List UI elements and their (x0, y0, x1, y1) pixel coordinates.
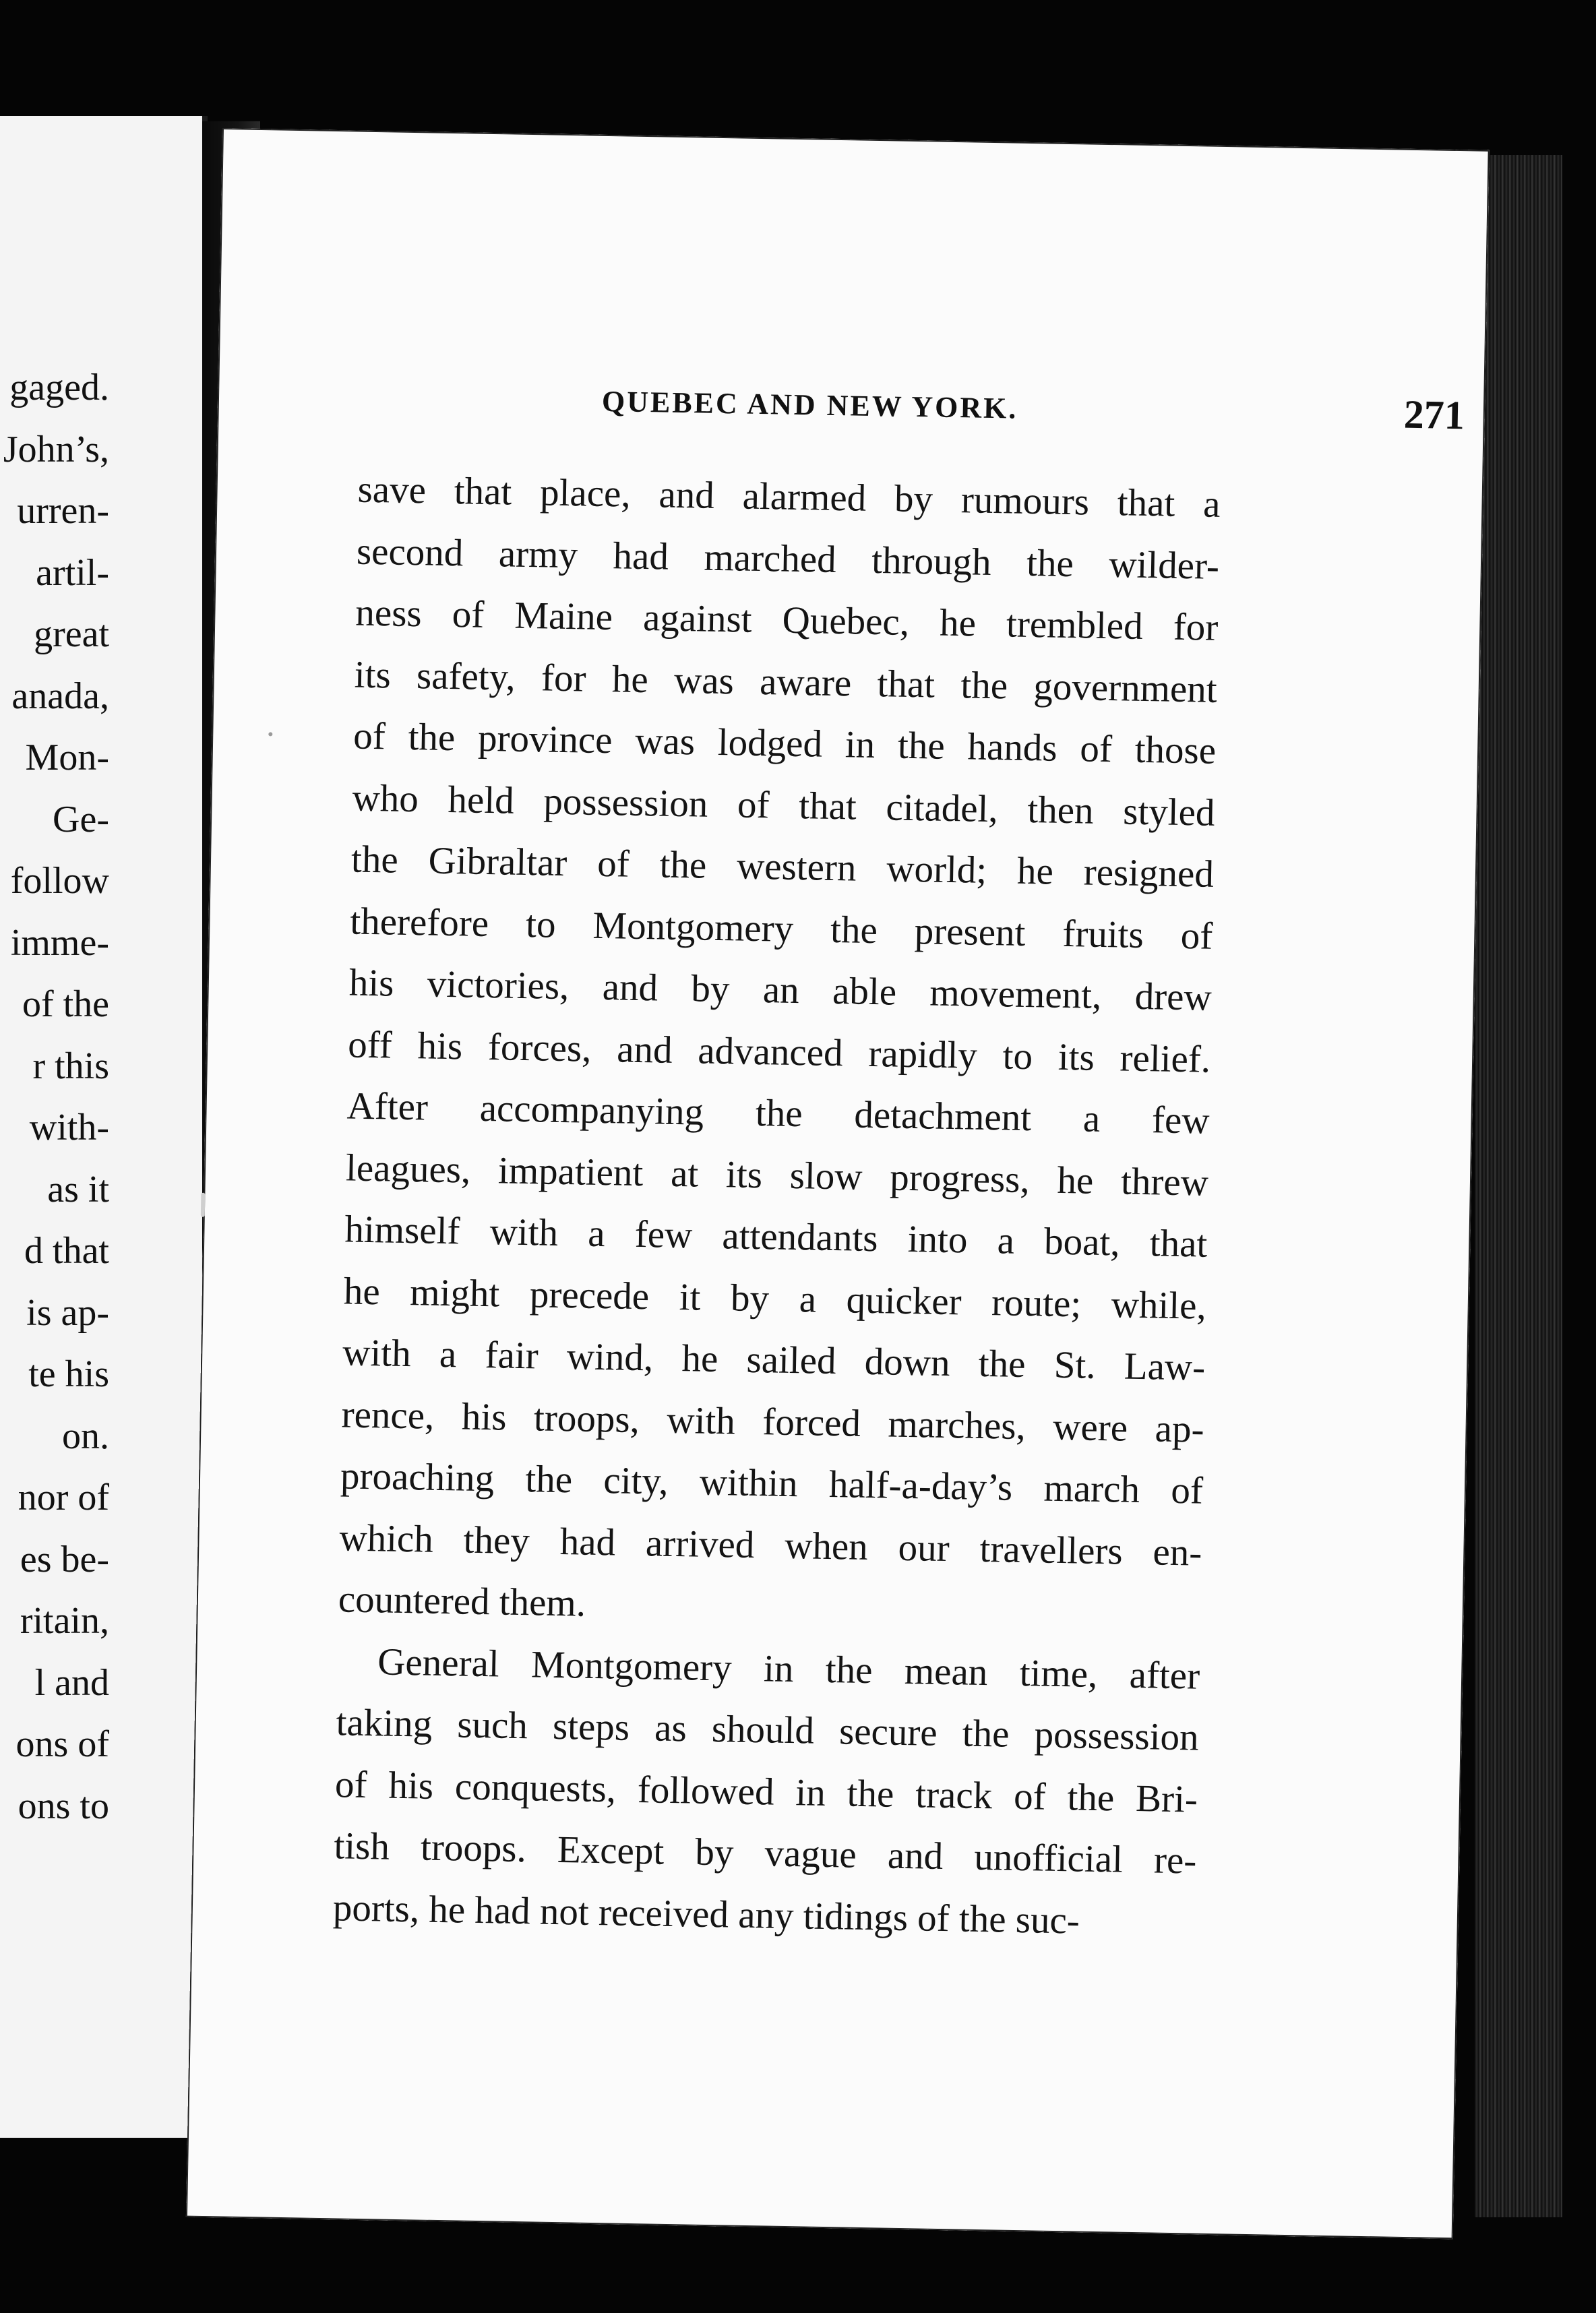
page-edge-stack (1475, 155, 1562, 2217)
previous-page-line: on. (62, 1415, 109, 1457)
previous-page-line: John’s, (3, 428, 109, 470)
previous-page-line: urren- (17, 490, 109, 532)
paragraph-1-line: second army had marched through the wilder- (356, 530, 1220, 588)
previous-page-line: of the (22, 983, 109, 1025)
previous-page-line: artil- (36, 551, 109, 594)
paragraph-1-line: save that place, and alarmed by rumours that a (357, 468, 1221, 526)
previous-page-line: d that (24, 1230, 109, 1272)
paragraph-1-line: of the province was lodged in the hands of those (352, 714, 1217, 772)
paragraph-2-line: taking such steps as should secure the possession (336, 1701, 1200, 1759)
previous-page-line: is ap- (26, 1291, 109, 1334)
running-head (601, 377, 1465, 446)
previous-page-line: with- (29, 1107, 109, 1148)
paragraph-1-line: with a fair wind, he sailed down the St. Law- (342, 1331, 1206, 1389)
previous-page-line: te his (28, 1353, 109, 1395)
paragraph-2-line: of his conquests, followed in the track of the Bri- (334, 1762, 1198, 1821)
paragraph-1-line: proaching the city, within half-a-day’s march of (340, 1454, 1204, 1512)
previous-page-line: ons to (18, 1785, 109, 1827)
paragraph-1-line: he might precede it by a quicker route; while, (343, 1269, 1207, 1328)
paragraph-1-line: who held possession of that citadel, then styled (352, 776, 1216, 834)
dust-speck (268, 732, 272, 736)
previous-page-line: as it (47, 1168, 109, 1210)
gutter-mark (201, 1193, 206, 1217)
paragraph-1-line: which they had arrived when our travellers en- (338, 1516, 1202, 1574)
previous-page (0, 116, 208, 2138)
previous-page-line: es be- (20, 1538, 109, 1580)
paragraph-1-line: ness of Maine against Quebec, he trembled for (355, 591, 1219, 649)
previous-page-line: ritain, (20, 1600, 109, 1642)
previous-page-line: anada, (11, 675, 109, 717)
previous-page-line: nor of (18, 1477, 109, 1518)
paragraph-1-line: the Gibraltar of the western world; he resigned (350, 838, 1215, 896)
paragraph-1-line: its safety, for he was aware that the government (354, 653, 1218, 711)
current-page (186, 128, 1490, 2239)
previous-page-line: follow (10, 860, 109, 902)
previous-page-line: l and (34, 1661, 109, 1704)
previous-page-line: Ge- (53, 798, 109, 840)
paragraph-2-line: General Montgomery in the mean time, after (377, 1640, 1200, 1698)
previous-page-line: imme- (10, 921, 109, 964)
running-head-title: QUEBEC AND NEW YORK. (601, 384, 1018, 425)
previous-page-line: gaged. (9, 367, 109, 408)
page-number: 271 (1403, 392, 1465, 438)
paragraph-1-line: After accompanying the detachment a few (346, 1084, 1210, 1142)
previous-page-line: great (34, 613, 109, 655)
paragraph-1-line: off his forces, and advanced rapidly to its relief. (347, 1022, 1211, 1081)
paragraph-1-line: his victories, and by an able movement, drew (348, 961, 1213, 1019)
paragraph-2-line: tish troops. Except by vague and unofficial re- (333, 1824, 1197, 1882)
paragraph-1-line: leagues, impatient at its slow progress, he threw (345, 1146, 1209, 1204)
paragraph-2-line: ports, he had not received any tidings of the suc- (332, 1886, 1080, 1942)
paragraph-1-line: countered them. (338, 1578, 586, 1625)
previous-page-line: r this (32, 1045, 109, 1087)
paragraph-1-line: rence, his troops, with forced marches, were ap- (341, 1392, 1205, 1451)
paragraph-1-line: himself with a few attendants into a boat, that (344, 1208, 1208, 1266)
previous-page-line: ons of (16, 1723, 109, 1765)
previous-page-line: Mon- (25, 737, 109, 778)
paragraph-1-line: therefore to Montgomery the present fruits of (349, 899, 1213, 958)
